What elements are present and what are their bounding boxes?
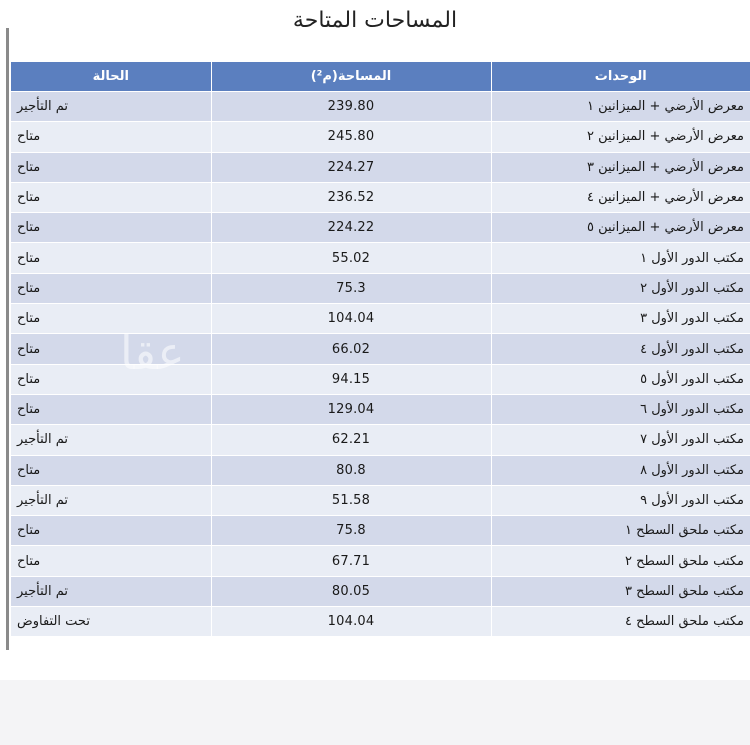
cell-unit: معرض الأرضي + الميزانين ١ <box>491 92 750 122</box>
bottom-blank-area <box>0 680 750 745</box>
cell-area: 224.22 <box>211 213 491 243</box>
table-row <box>11 182 750 212</box>
cell-area: 104.04 <box>211 607 491 637</box>
cell-unit: مكتب ملحق السطح ٢ <box>491 546 750 576</box>
cell-area: 55.02 <box>211 243 491 273</box>
cell-unit: مكتب الدور الأول ٨ <box>491 455 750 485</box>
cell-unit: مكتب ملحق السطح ١ <box>491 516 750 546</box>
cell-unit: مكتب ملحق السطح ٣ <box>491 576 750 606</box>
cell-area: 80.8 <box>211 455 491 485</box>
cell-area: 66.02 <box>211 334 491 364</box>
cell-status: متاح <box>11 455 211 485</box>
cell-status: تم التأجير <box>11 92 211 122</box>
cell-area: 94.15 <box>211 364 491 394</box>
table-row <box>11 92 750 122</box>
left-border-line <box>6 28 9 650</box>
table-row <box>11 122 750 152</box>
cell-status: متاح <box>11 213 211 243</box>
cell-unit: معرض الأرضي + الميزانين ٥ <box>491 213 750 243</box>
table-row <box>11 455 750 485</box>
cell-unit: مكتب الدور الأول ٢ <box>491 273 750 303</box>
cell-area: 245.80 <box>211 122 491 152</box>
header-status: الحالة <box>11 62 211 92</box>
cell-status: متاح <box>11 334 211 364</box>
table-row <box>11 273 750 303</box>
cell-status: تم التأجير <box>11 425 211 455</box>
cell-unit: مكتب الدور الأول ٥ <box>491 364 750 394</box>
page-title: المساحات المتاحة <box>292 8 458 33</box>
cell-status: متاح <box>11 546 211 576</box>
cell-unit: مكتب ملحق السطح ٤ <box>491 607 750 637</box>
cell-unit: مكتب الدور الأول ٤ <box>491 334 750 364</box>
header-area: المساحة(م²) <box>211 62 491 92</box>
table-row <box>11 485 750 515</box>
cell-unit: معرض الأرضي + الميزانين ٣ <box>491 152 750 182</box>
cell-status: متاح <box>11 304 211 334</box>
cell-area: 75.8 <box>211 516 491 546</box>
table-row <box>11 576 750 606</box>
cell-area: 224.27 <box>211 152 491 182</box>
cell-unit: مكتب الدور الأول ٧ <box>491 425 750 455</box>
cell-status: متاح <box>11 364 211 394</box>
cell-status: متاح <box>11 243 211 273</box>
table-row <box>11 516 750 546</box>
cell-unit: مكتب الدور الأول ٦ <box>491 394 750 424</box>
cell-area: 80.05 <box>211 576 491 606</box>
cell-unit: مكتب الدور الأول ١ <box>491 243 750 273</box>
cell-status: متاح <box>11 394 211 424</box>
table-row <box>11 607 750 637</box>
cell-status: تم التأجير <box>11 576 211 606</box>
cell-area: 62.21 <box>211 425 491 455</box>
cell-status: متاح <box>11 516 211 546</box>
cell-unit: معرض الأرضي + الميزانين ٤ <box>491 182 750 212</box>
cell-unit: معرض الأرضي + الميزانين ٢ <box>491 122 750 152</box>
cell-status: تحت التفاوض <box>11 607 211 637</box>
cell-area: 51.58 <box>211 485 491 515</box>
table-row <box>11 364 750 394</box>
cell-area: 129.04 <box>211 394 491 424</box>
cell-area: 75.3 <box>211 273 491 303</box>
table-row <box>11 152 750 182</box>
table-row <box>11 213 750 243</box>
cell-area: 236.52 <box>211 182 491 212</box>
table-row <box>11 304 750 334</box>
table-header-row <box>11 62 750 92</box>
cell-unit: مكتب الدور الأول ٣ <box>491 304 750 334</box>
cell-status: متاح <box>11 122 211 152</box>
cell-status: متاح <box>11 152 211 182</box>
watermark-logo: عقا <box>120 326 185 380</box>
cell-status: متاح <box>11 273 211 303</box>
cell-unit: مكتب الدور الأول ٩ <box>491 485 750 515</box>
cell-status: تم التأجير <box>11 485 211 515</box>
table-row <box>11 394 750 424</box>
table-row <box>11 425 750 455</box>
cell-area: 104.04 <box>211 304 491 334</box>
cell-area: 67.71 <box>211 546 491 576</box>
cell-area: 239.80 <box>211 92 491 122</box>
table-row <box>11 243 750 273</box>
header-unit: الوحدات <box>491 62 750 92</box>
table-row <box>11 546 750 576</box>
spaces-table <box>11 61 750 636</box>
cell-status: متاح <box>11 182 211 212</box>
table-row <box>11 334 750 364</box>
